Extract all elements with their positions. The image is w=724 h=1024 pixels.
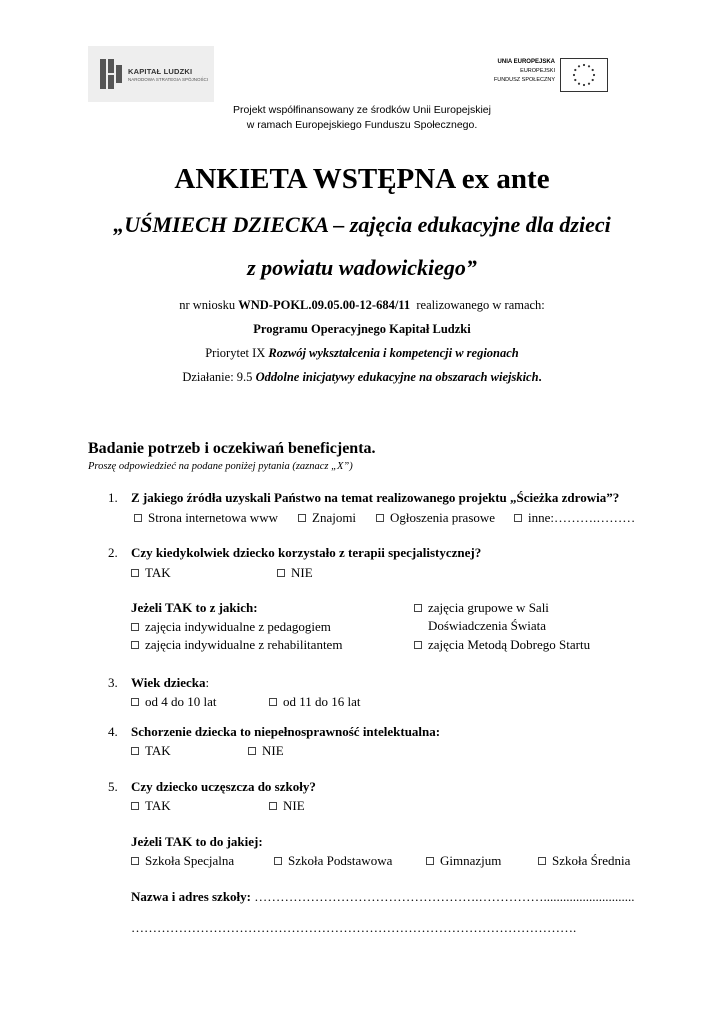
- subtitle-line-1: „UŚMIECH DZIECKA – zajęcia edukacyjne dla dzieci: [113, 212, 611, 237]
- section-title: Badanie potrzeb i oczekiwań beneficjenta.: [88, 440, 376, 457]
- q2-therapy-pedagogue[interactable]: [131, 619, 331, 635]
- checkbox-icon[interactable]: [131, 569, 139, 577]
- checkbox-icon[interactable]: [131, 698, 139, 706]
- action-name: Oddolne inicjatywy edukacyjne na obszarach wiejskich: [255, 370, 539, 384]
- subtitle-line-2: z powiatu wadowickiego”: [247, 255, 477, 280]
- application-number-line: [0, 298, 724, 313]
- checkbox-icon[interactable]: [248, 747, 256, 755]
- action-line: [0, 370, 724, 385]
- checkbox-icon[interactable]: [131, 747, 139, 755]
- logo-left-line1: KAPITAŁ LUDZKI: [128, 66, 193, 76]
- option-label: Szkoła Specjalna: [145, 853, 235, 868]
- q1-option-press[interactable]: [376, 510, 495, 526]
- question-4-number: 4.: [108, 724, 118, 739]
- question-1-number: 1.: [108, 490, 118, 505]
- kapital-ludzki-mark-icon: [100, 59, 122, 89]
- school-address-line-2[interactable]: ………………………………………………………………………………………….: [131, 920, 577, 935]
- checkbox-icon[interactable]: [376, 514, 384, 522]
- checkbox-icon[interactable]: [131, 802, 139, 810]
- question-5-text: Czy dziecko uczęszcza do szkoły?: [131, 779, 316, 794]
- app-number: WND-POKL.09.05.00-12-684/11: [238, 298, 411, 312]
- q2-therapy-group[interactable]: [414, 600, 549, 616]
- option-label: Ogłoszenia prasowe: [390, 510, 496, 525]
- q2-therapy-rehabilitant[interactable]: [131, 637, 342, 653]
- cofinancing-line-2: w ramach Europejskiego Funduszu Społecznego.: [246, 119, 478, 131]
- q5-school-gymnasium[interactable]: [426, 853, 501, 869]
- option-label: od 11 do 16 lat: [283, 694, 361, 709]
- checkbox-icon[interactable]: [269, 802, 277, 810]
- checkbox-icon[interactable]: [131, 857, 139, 865]
- app-prefix: nr wniosku: [179, 298, 239, 312]
- option-label: Znajomi: [312, 510, 357, 525]
- checkbox-icon[interactable]: [426, 857, 434, 865]
- q2-therapy-group-cont: Doświadczenia Świata: [428, 618, 547, 633]
- school-address-dots-1: …………………………………………….……………............................: [251, 889, 635, 904]
- question-1-text: Z jakiego źródła uzyskali Państwo na temat realizowanego projektu „Ścieżka zdrowia”?: [131, 490, 620, 505]
- q1-option-friends[interactable]: [298, 510, 356, 526]
- checkbox-icon[interactable]: [131, 641, 139, 649]
- q2-option-yes[interactable]: [131, 565, 171, 581]
- q1-option-website[interactable]: [134, 510, 278, 526]
- q5-followup-label: Jeżeli TAK to do jakiej:: [131, 834, 263, 849]
- checkbox-icon[interactable]: [269, 698, 277, 706]
- question-3-text: [131, 675, 209, 691]
- option-label: NIE: [262, 743, 284, 758]
- option-label: TAK: [145, 743, 171, 758]
- eu-flag-icon: [560, 58, 608, 92]
- q5-school-secondary[interactable]: [538, 853, 630, 869]
- logo-right-line2: EUROPEJSKI: [520, 68, 555, 74]
- logo-left-line2: NARODOWA STRATEGIA SPÓJNOŚCI: [128, 76, 209, 82]
- option-label: NIE: [283, 798, 305, 813]
- checkbox-icon[interactable]: [298, 514, 306, 522]
- checkbox-icon[interactable]: [414, 604, 422, 612]
- option-label: zajęcia indywidualne z pedagogiem: [145, 619, 331, 634]
- checkbox-icon[interactable]: [134, 514, 142, 522]
- question-3-colon: :: [205, 675, 210, 690]
- app-suffix: realizowanego w ramach:: [410, 298, 545, 312]
- q2-therapy-good-start[interactable]: [414, 637, 590, 653]
- question-2-text: Czy kiedykolwiek dziecko korzystało z terapii specjalistycznej?: [131, 545, 482, 560]
- action-suffix: .: [538, 370, 542, 384]
- q2-followup-label: Jeżeli TAK to z jakich:: [131, 600, 258, 615]
- option-label: Strona internetowa www: [148, 510, 278, 525]
- q4-option-no[interactable]: [248, 743, 284, 759]
- q3-option-11-16[interactable]: [269, 694, 361, 710]
- checkbox-icon[interactable]: [538, 857, 546, 865]
- question-3-number: 3.: [108, 675, 118, 690]
- q5-option-no[interactable]: [269, 798, 305, 814]
- priority-prefix: Priorytet IX: [205, 346, 269, 360]
- q4-option-yes[interactable]: [131, 743, 171, 759]
- logo-right-line3: FUNDUSZ SPOŁECZNY: [493, 77, 555, 83]
- programme-name: Programu Operacyjnego Kapitał Ludzki: [253, 322, 471, 336]
- option-label: NIE: [291, 565, 313, 580]
- school-address-line-1[interactable]: [131, 889, 651, 905]
- question-4-text: Schorzenie dziecka to niepełnosprawność intelektualna:: [131, 724, 441, 739]
- option-label: TAK: [145, 798, 171, 813]
- option-label: od 4 do 10 lat: [145, 694, 217, 709]
- eu-logo: [486, 58, 610, 94]
- option-label: Gimnazjum: [440, 853, 502, 868]
- checkbox-icon[interactable]: [277, 569, 285, 577]
- option-label: zajęcia indywidualne z rehabilitantem: [145, 637, 343, 652]
- question-5-number: 5.: [108, 779, 118, 794]
- option-label: Szkoła Podstawowa: [288, 853, 393, 868]
- cofinancing-line-1: Projekt współfinansowany ze środków Unii Europejskiej: [233, 104, 491, 116]
- checkbox-icon[interactable]: [414, 641, 422, 649]
- logo-right-line1: UNIA EUROPEJSKA: [497, 59, 555, 65]
- action-prefix: Działanie: 9.5: [182, 370, 256, 384]
- school-address-label: Nazwa i adres szkoły:: [131, 889, 252, 904]
- priority-name: Rozwój wykształcenia i kompetencji w regionach: [268, 346, 519, 360]
- q2-option-no[interactable]: [277, 565, 313, 581]
- page-title: ANKIETA WSTĘPNA ex ante: [174, 163, 550, 195]
- checkbox-icon[interactable]: [514, 514, 522, 522]
- question-2-number: 2.: [108, 545, 118, 560]
- instructions: Proszę odpowiedzieć na podane poniżej pytania (zaznacz „X”): [88, 461, 353, 472]
- priority-line: [0, 346, 724, 361]
- option-label: zajęcia grupowe w Sali: [428, 600, 549, 615]
- checkbox-icon[interactable]: [274, 857, 282, 865]
- option-label: inne:……….………: [528, 510, 636, 525]
- option-label: zajęcia Metodą Dobrego Startu: [428, 637, 591, 652]
- q3-option-4-10[interactable]: [131, 694, 217, 710]
- q5-school-primary[interactable]: [274, 853, 392, 869]
- q5-option-yes[interactable]: [131, 798, 171, 814]
- question-3-label: Wiek dziecka: [131, 675, 206, 690]
- option-label: Szkoła Średnia: [552, 853, 631, 868]
- q5-school-special[interactable]: [131, 853, 234, 869]
- option-label: TAK: [145, 565, 171, 580]
- checkbox-icon[interactable]: [131, 623, 139, 631]
- q1-option-other[interactable]: [514, 510, 635, 526]
- kapital-ludzki-logo: [88, 46, 214, 102]
